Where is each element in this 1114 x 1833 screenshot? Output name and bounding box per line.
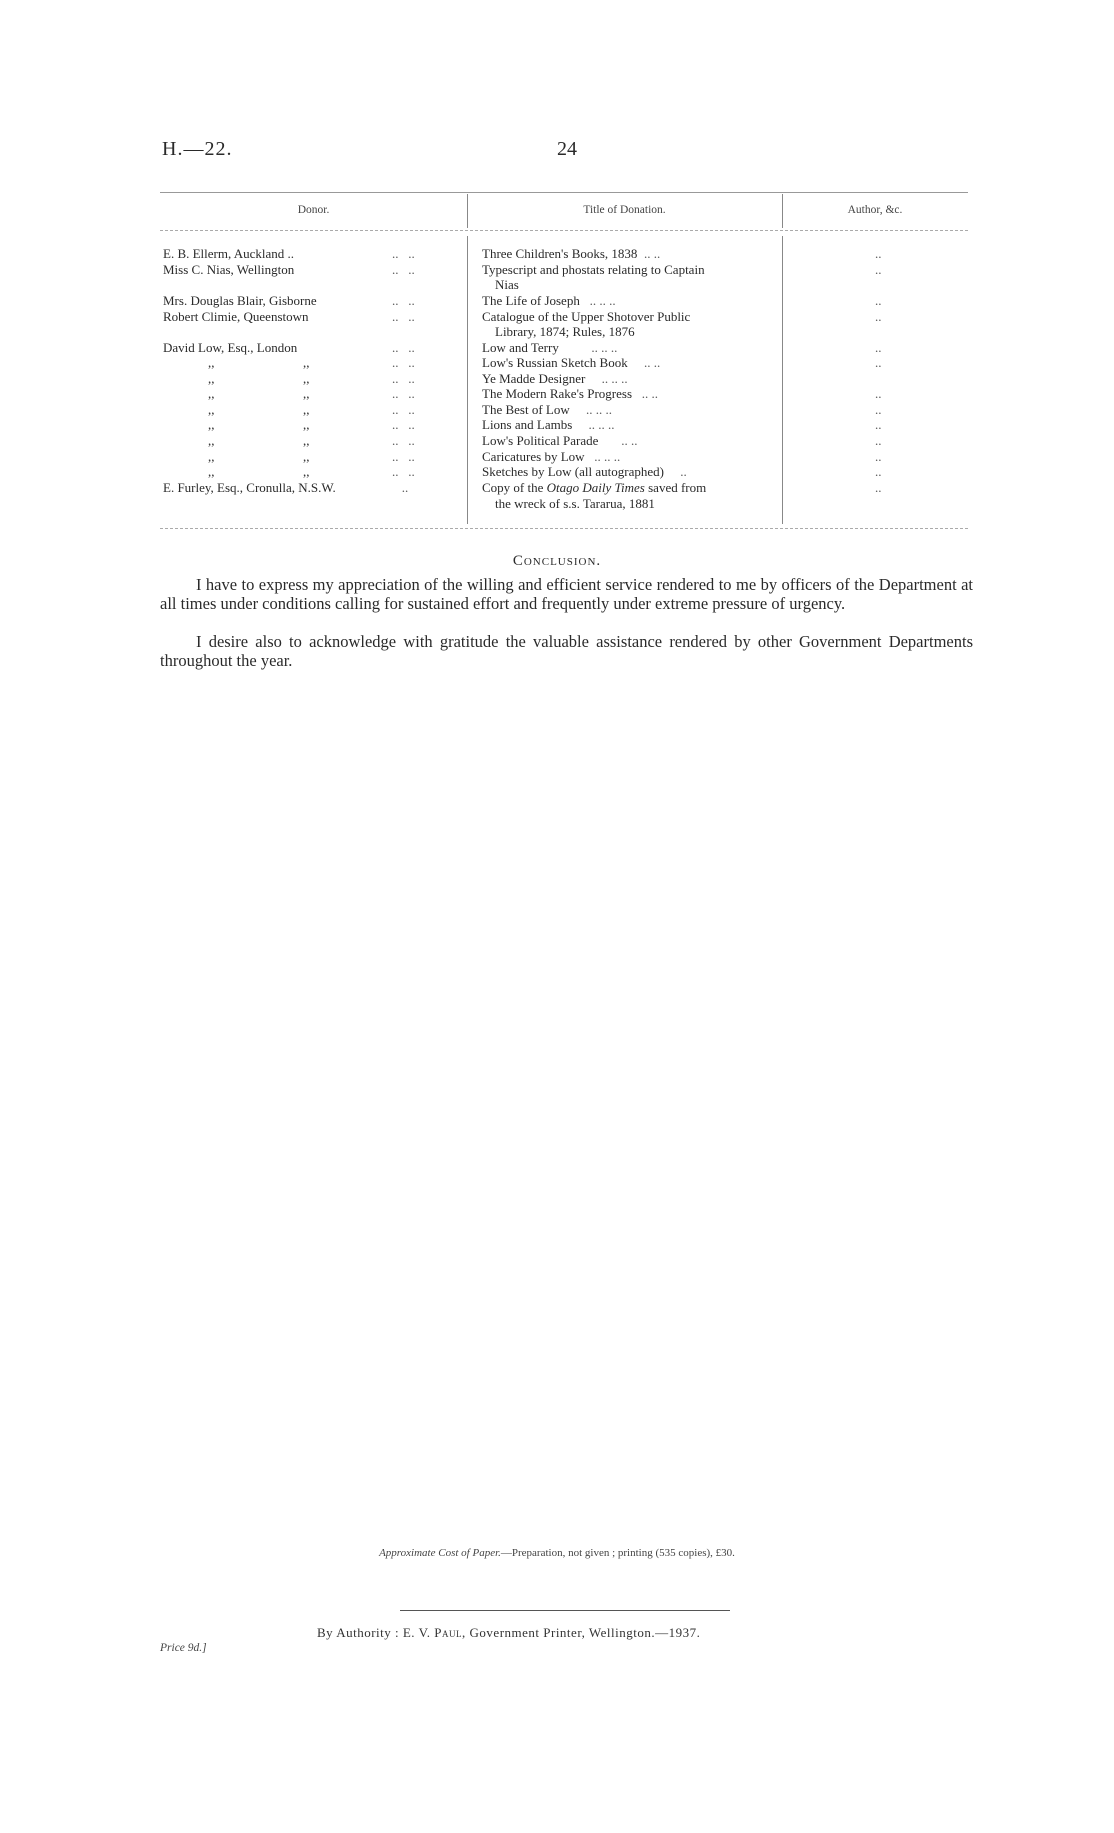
ditto-mark: ,, — [303, 371, 310, 386]
cost-text: —Preparation, not given ; printing (535 copies), £30. — [500, 1547, 735, 1559]
ditto-mark: ,, — [303, 449, 310, 464]
ditto-mark: ,, — [303, 355, 310, 370]
ditto-mark: ,, — [303, 402, 310, 417]
leader-dots: .. .. .. — [589, 293, 616, 308]
page-header — [162, 138, 998, 168]
title-continuation: Nias — [495, 277, 519, 292]
leader-dots: .. .. — [392, 371, 415, 386]
author-cell: .. — [875, 293, 882, 308]
table-top-rule — [160, 192, 968, 193]
title-text: Lions and Lambs — [482, 417, 573, 432]
donor-cell: E. B. Ellerm, Auckland .. — [163, 246, 295, 261]
author-cell: .. — [875, 449, 882, 464]
ditto-mark: ,, — [303, 417, 310, 432]
leader-dots: .. .. — [392, 293, 415, 308]
conclusion-heading: Conclusion. — [512, 553, 602, 569]
ditto-mark: ,, — [208, 386, 215, 401]
title-cell: Catalogue of the Upper Shotover Public — [482, 309, 691, 324]
table-row — [160, 293, 968, 309]
leader-dots: .. .. — [392, 355, 415, 370]
author-cell: .. — [875, 246, 882, 261]
header-rule — [160, 230, 968, 231]
title-text: Copy of the — [482, 480, 547, 495]
title-text: saved from — [644, 480, 707, 495]
donor-ditto-cell — [163, 449, 398, 464]
price-label: Price 9d.] — [160, 1642, 207, 1654]
title-cell — [482, 464, 784, 479]
title-text: Ye Madde Designer — [482, 371, 586, 386]
donor-cell: Mrs. Douglas Blair, Gisborne — [163, 293, 317, 308]
title-cell — [482, 417, 784, 432]
author-cell: .. — [875, 480, 882, 495]
author-cell: .. — [875, 433, 882, 448]
title-text: The Life of Joseph — [482, 293, 580, 308]
ditto-mark: ,, — [208, 355, 215, 370]
donor-cell: Robert Climie, Queenstown — [163, 309, 309, 324]
leader-dots: .. .. — [392, 262, 415, 277]
leader-dots: .. — [392, 480, 409, 495]
title-cell — [482, 246, 784, 261]
title-cell: Typescript and phostats relating to Captain — [482, 262, 705, 277]
title-text: The Modern Rake's Progress — [482, 386, 633, 401]
leader-dots: .. .. — [392, 433, 415, 448]
leader-dots: .. .. .. — [594, 449, 621, 464]
leader-dots: .. .. — [392, 417, 415, 432]
title-cell — [482, 340, 784, 355]
leader-dots: .. .. .. — [601, 371, 628, 386]
title-cell — [482, 402, 784, 417]
column-header-author: Author, &c. — [847, 204, 903, 216]
leader-dots: .. .. — [621, 433, 638, 448]
leader-dots: .. .. — [392, 402, 415, 417]
leader-dots: .. .. — [641, 386, 659, 401]
conclusion-paragraph-1: I have to express my appreciation of the willing and efficient service rendered to me by officers of the Department at all times under conditions calling for sustained effort and frequently under extreme pressure of urgency. — [160, 575, 973, 613]
leader-dots: .. .. — [392, 386, 415, 401]
donor-ditto-cell — [163, 386, 398, 401]
author-cell: .. — [875, 340, 882, 355]
table-row — [160, 309, 968, 325]
leader-dots: .. .. — [392, 449, 415, 464]
conclusion-paragraph-2: I desire also to acknowledge with gratitude the valuable assistance rendered by other Government Departments throughout the year. — [160, 632, 973, 670]
title-text: Caricatures by Low — [482, 449, 585, 464]
author-cell: .. — [875, 309, 882, 324]
leader-dots: .. .. — [392, 464, 415, 479]
donor-ditto-cell — [163, 464, 398, 479]
leader-dots: .. .. .. — [591, 340, 618, 355]
leader-dots: .. .. — [392, 246, 415, 261]
ditto-mark: ,, — [208, 371, 215, 386]
table-row — [160, 246, 968, 262]
column-header-donor: Donor. — [297, 204, 330, 216]
table-row — [160, 417, 968, 433]
title-cell — [482, 433, 784, 448]
title-cell — [482, 355, 784, 370]
document-reference: H.—22. — [162, 138, 233, 160]
title-text: Three Children's Books, 1838 — [482, 246, 638, 261]
leader-dots: .. .. .. — [585, 402, 612, 417]
title-cell — [482, 293, 784, 308]
table-row — [160, 402, 968, 418]
column-header-title: Title of Donation. — [583, 204, 666, 216]
table-row — [160, 340, 968, 356]
author-cell: .. — [875, 464, 882, 479]
leader-dots: .. .. — [392, 309, 415, 324]
donor-ditto-cell — [163, 355, 398, 370]
footer-rule — [400, 1610, 730, 1611]
imprint-text: By Authority : E. V. — [317, 1625, 435, 1640]
page-number: 24 — [557, 138, 577, 160]
leader-dots: .. .. — [643, 355, 661, 370]
title-continuation: the wreck of s.s. Tararua, 1881 — [495, 496, 655, 511]
author-cell: .. — [875, 355, 882, 370]
ditto-mark: ,, — [208, 464, 215, 479]
leader-dots: .. .. — [643, 246, 661, 261]
leader-dots: .. — [680, 464, 687, 479]
title-cell — [482, 386, 784, 401]
author-cell: .. — [875, 417, 882, 432]
ditto-mark: ,, — [208, 449, 215, 464]
table-row-continuation — [160, 496, 968, 512]
ditto-mark: ,, — [208, 402, 215, 417]
table-row — [160, 449, 968, 465]
leader-dots: .. .. — [392, 340, 415, 355]
table-row — [160, 371, 968, 387]
ditto-mark: ,, — [208, 417, 215, 432]
title-continuation: Library, 1874; Rules, 1876 — [495, 324, 635, 339]
table-row — [160, 433, 968, 449]
table-row — [160, 262, 968, 278]
table-row — [160, 355, 968, 371]
donor-ditto-cell — [163, 433, 398, 448]
author-cell: .. — [875, 386, 882, 401]
donor-ditto-cell — [163, 402, 398, 417]
author-cell: .. — [875, 402, 882, 417]
table-row-continuation — [160, 324, 968, 340]
title-text: Sketches by Low (all autographed) — [482, 464, 664, 479]
title-text: Low's Political Parade — [482, 433, 599, 448]
leader-dots: .. .. .. — [588, 417, 615, 432]
title-text: The Best of Low — [482, 402, 570, 417]
table-row — [160, 464, 968, 480]
author-cell: .. — [875, 262, 882, 277]
title-cell — [482, 480, 784, 495]
printer-imprint — [317, 1625, 700, 1641]
cost-footnote — [0, 1547, 1114, 1559]
cost-label: Approximate Cost of Paper. — [379, 1547, 501, 1559]
ditto-mark: ,, — [303, 386, 310, 401]
title-text: Low and Terry — [482, 340, 559, 355]
title-text: Low's Russian Sketch Book — [482, 355, 628, 370]
ditto-mark: ,, — [208, 433, 215, 448]
table-row — [160, 480, 968, 496]
title-cell — [482, 449, 784, 464]
title-cell — [482, 371, 784, 386]
printer-name: Paul — [434, 1625, 463, 1640]
table-row-continuation — [160, 277, 968, 293]
donor-ditto-cell — [163, 417, 398, 432]
donor-cell: E. Furley, Esq., Cronulla, N.S.W. — [163, 480, 336, 495]
title-emphasis: Otago Daily Times — [546, 480, 645, 495]
table-bottom-rule — [160, 528, 968, 529]
donor-ditto-cell — [163, 371, 398, 386]
table-row — [160, 386, 968, 402]
donor-cell: David Low, Esq., London — [163, 340, 298, 355]
imprint-text: , Government Printer, Wellington.—1937. — [462, 1625, 701, 1640]
ditto-mark: ,, — [303, 464, 310, 479]
ditto-mark: ,, — [303, 433, 310, 448]
donor-cell: Miss C. Nias, Wellington — [163, 262, 295, 277]
